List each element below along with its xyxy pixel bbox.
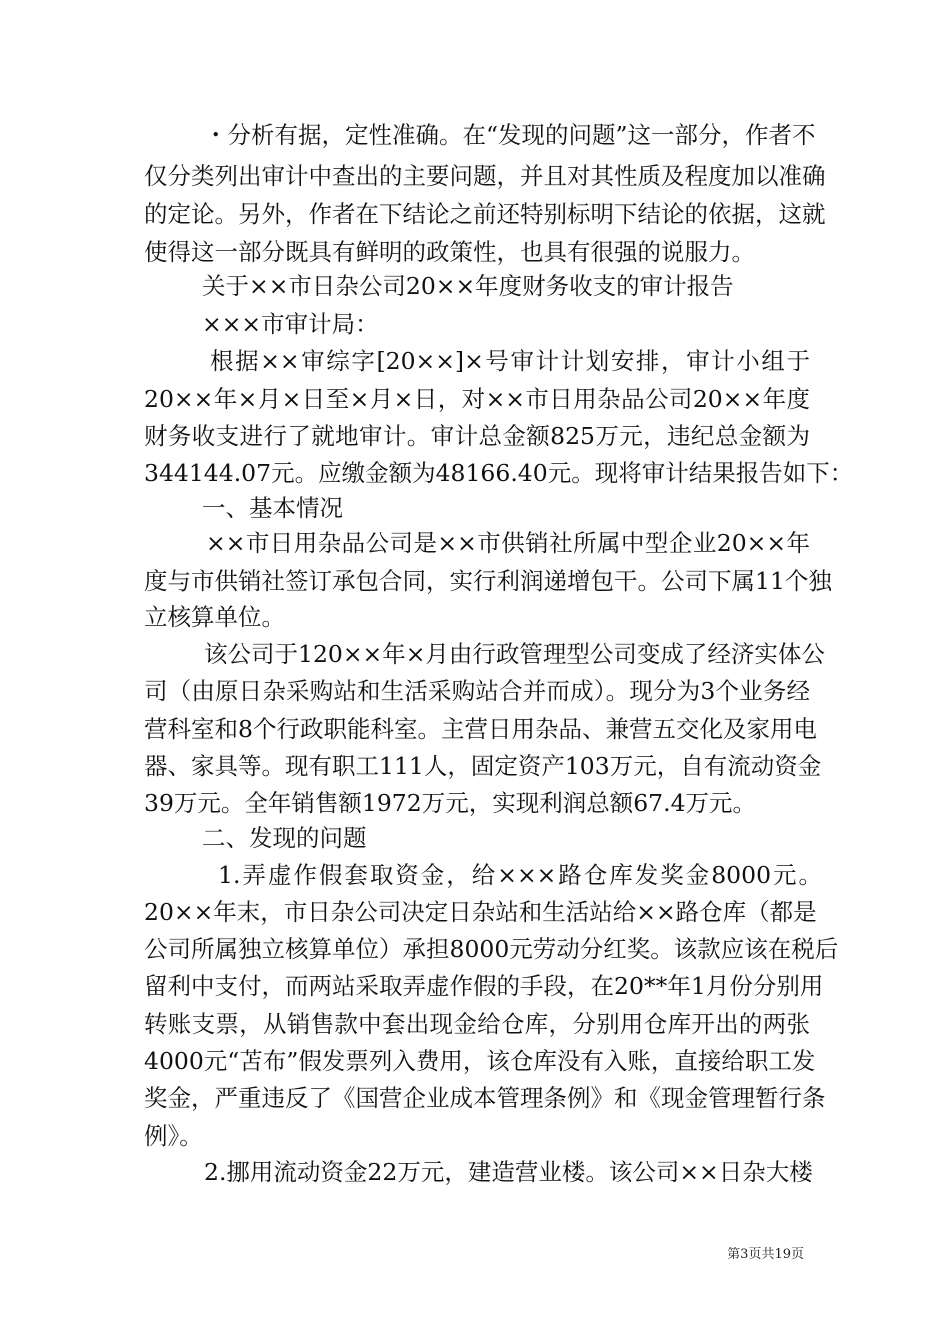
paragraph-line: 的定论。另外，作者在下结论之前还特别标明下结论的依据，这就	[144, 200, 826, 228]
section-heading: 二、发现的问题	[202, 824, 367, 852]
section-heading: 一、基本情况	[202, 494, 343, 522]
addressee: ×××市审计局：	[202, 310, 379, 338]
paragraph-line: 20××年末，市日杂公司决定日杂站和生活站给××路仓库（都是	[144, 898, 817, 926]
paragraph-line: 使得这一部分既具有鲜明的政策性，也具有很强的说服力。	[144, 238, 755, 266]
paragraph-line: 1.弄虚作假套取资金，给×××路仓库发奖金8000元。	[218, 861, 822, 889]
paragraph-line: 仅分类列出审计中查出的主要问题，并且对其性质及程度加以准确	[144, 162, 826, 190]
paragraph-line: 立核算单位。	[144, 603, 285, 631]
paragraph-line: 344144.07元。应缴金额为48166.40元。现将审计结果报告如下：	[144, 459, 854, 487]
paragraph-line: 39万元。全年销售额1972万元，实现利润总额67.4万元。	[144, 789, 757, 817]
paragraph-line: 奖金，严重违反了《国营企业成本管理条例》和《现金管理暂行条	[144, 1084, 826, 1112]
paragraph-line: 4000元“苫布”假发票列入费用，该仓库没有入账，直接给职工发	[144, 1047, 816, 1075]
paragraph-line: ××市日用杂品公司是××市供销社所属中型企业20××年	[206, 529, 810, 557]
report-title: 关于××市日杂公司20××年度财务收支的审计报告	[202, 272, 734, 300]
paragraph-line: 例》。	[144, 1122, 203, 1150]
paragraph-line: 营科室和8个行政职能科室。主营日用杂品、兼营五交化及家用电	[144, 715, 817, 743]
paragraph-line: 留利中支付，而两站采取弄虚作假的手段，在20**年1月份分别用	[144, 972, 824, 1000]
paragraph-line: 该公司于120××年×月由行政管理型公司变成了经济实体公	[204, 640, 825, 668]
paragraph-line: 财务收支进行了就地审计。审计总金额825万元，违纪总金额为	[144, 422, 810, 450]
paragraph-line: 度与市供销社签订承包合同，实行利润递增包干。公司下属11个独	[144, 567, 832, 595]
paragraph-line: 器、家具等。现有职工111人，固定资产103万元，自有流动资金	[144, 752, 822, 780]
page-number-footer: 第3页共19页	[727, 1247, 804, 1262]
paragraph-line: ・分析有据，定性准确。在“发现的问题”这一部分，作者不	[204, 121, 816, 149]
paragraph-line: 司（由原日杂采购站和生活采购站合并而成）。现分为3个业务经	[144, 677, 810, 705]
paragraph-line: 根据××审综字[20××]×号审计计划安排，审计小组于	[210, 347, 810, 375]
paragraph-line: 转账支票，从销售款中套出现金给仓库，分别用仓库开出的两张	[144, 1010, 810, 1038]
paragraph-line: 2.挪用流动资金22万元，建造营业楼。该公司××日杂大楼	[204, 1158, 813, 1186]
paragraph-line: 公司所属独立核算单位）承担8000元劳动分红奖。该款应该在税后	[144, 935, 839, 963]
paragraph-line: 20××年×月×日至×月×日，对××市日用杂品公司20××年度	[144, 385, 810, 413]
